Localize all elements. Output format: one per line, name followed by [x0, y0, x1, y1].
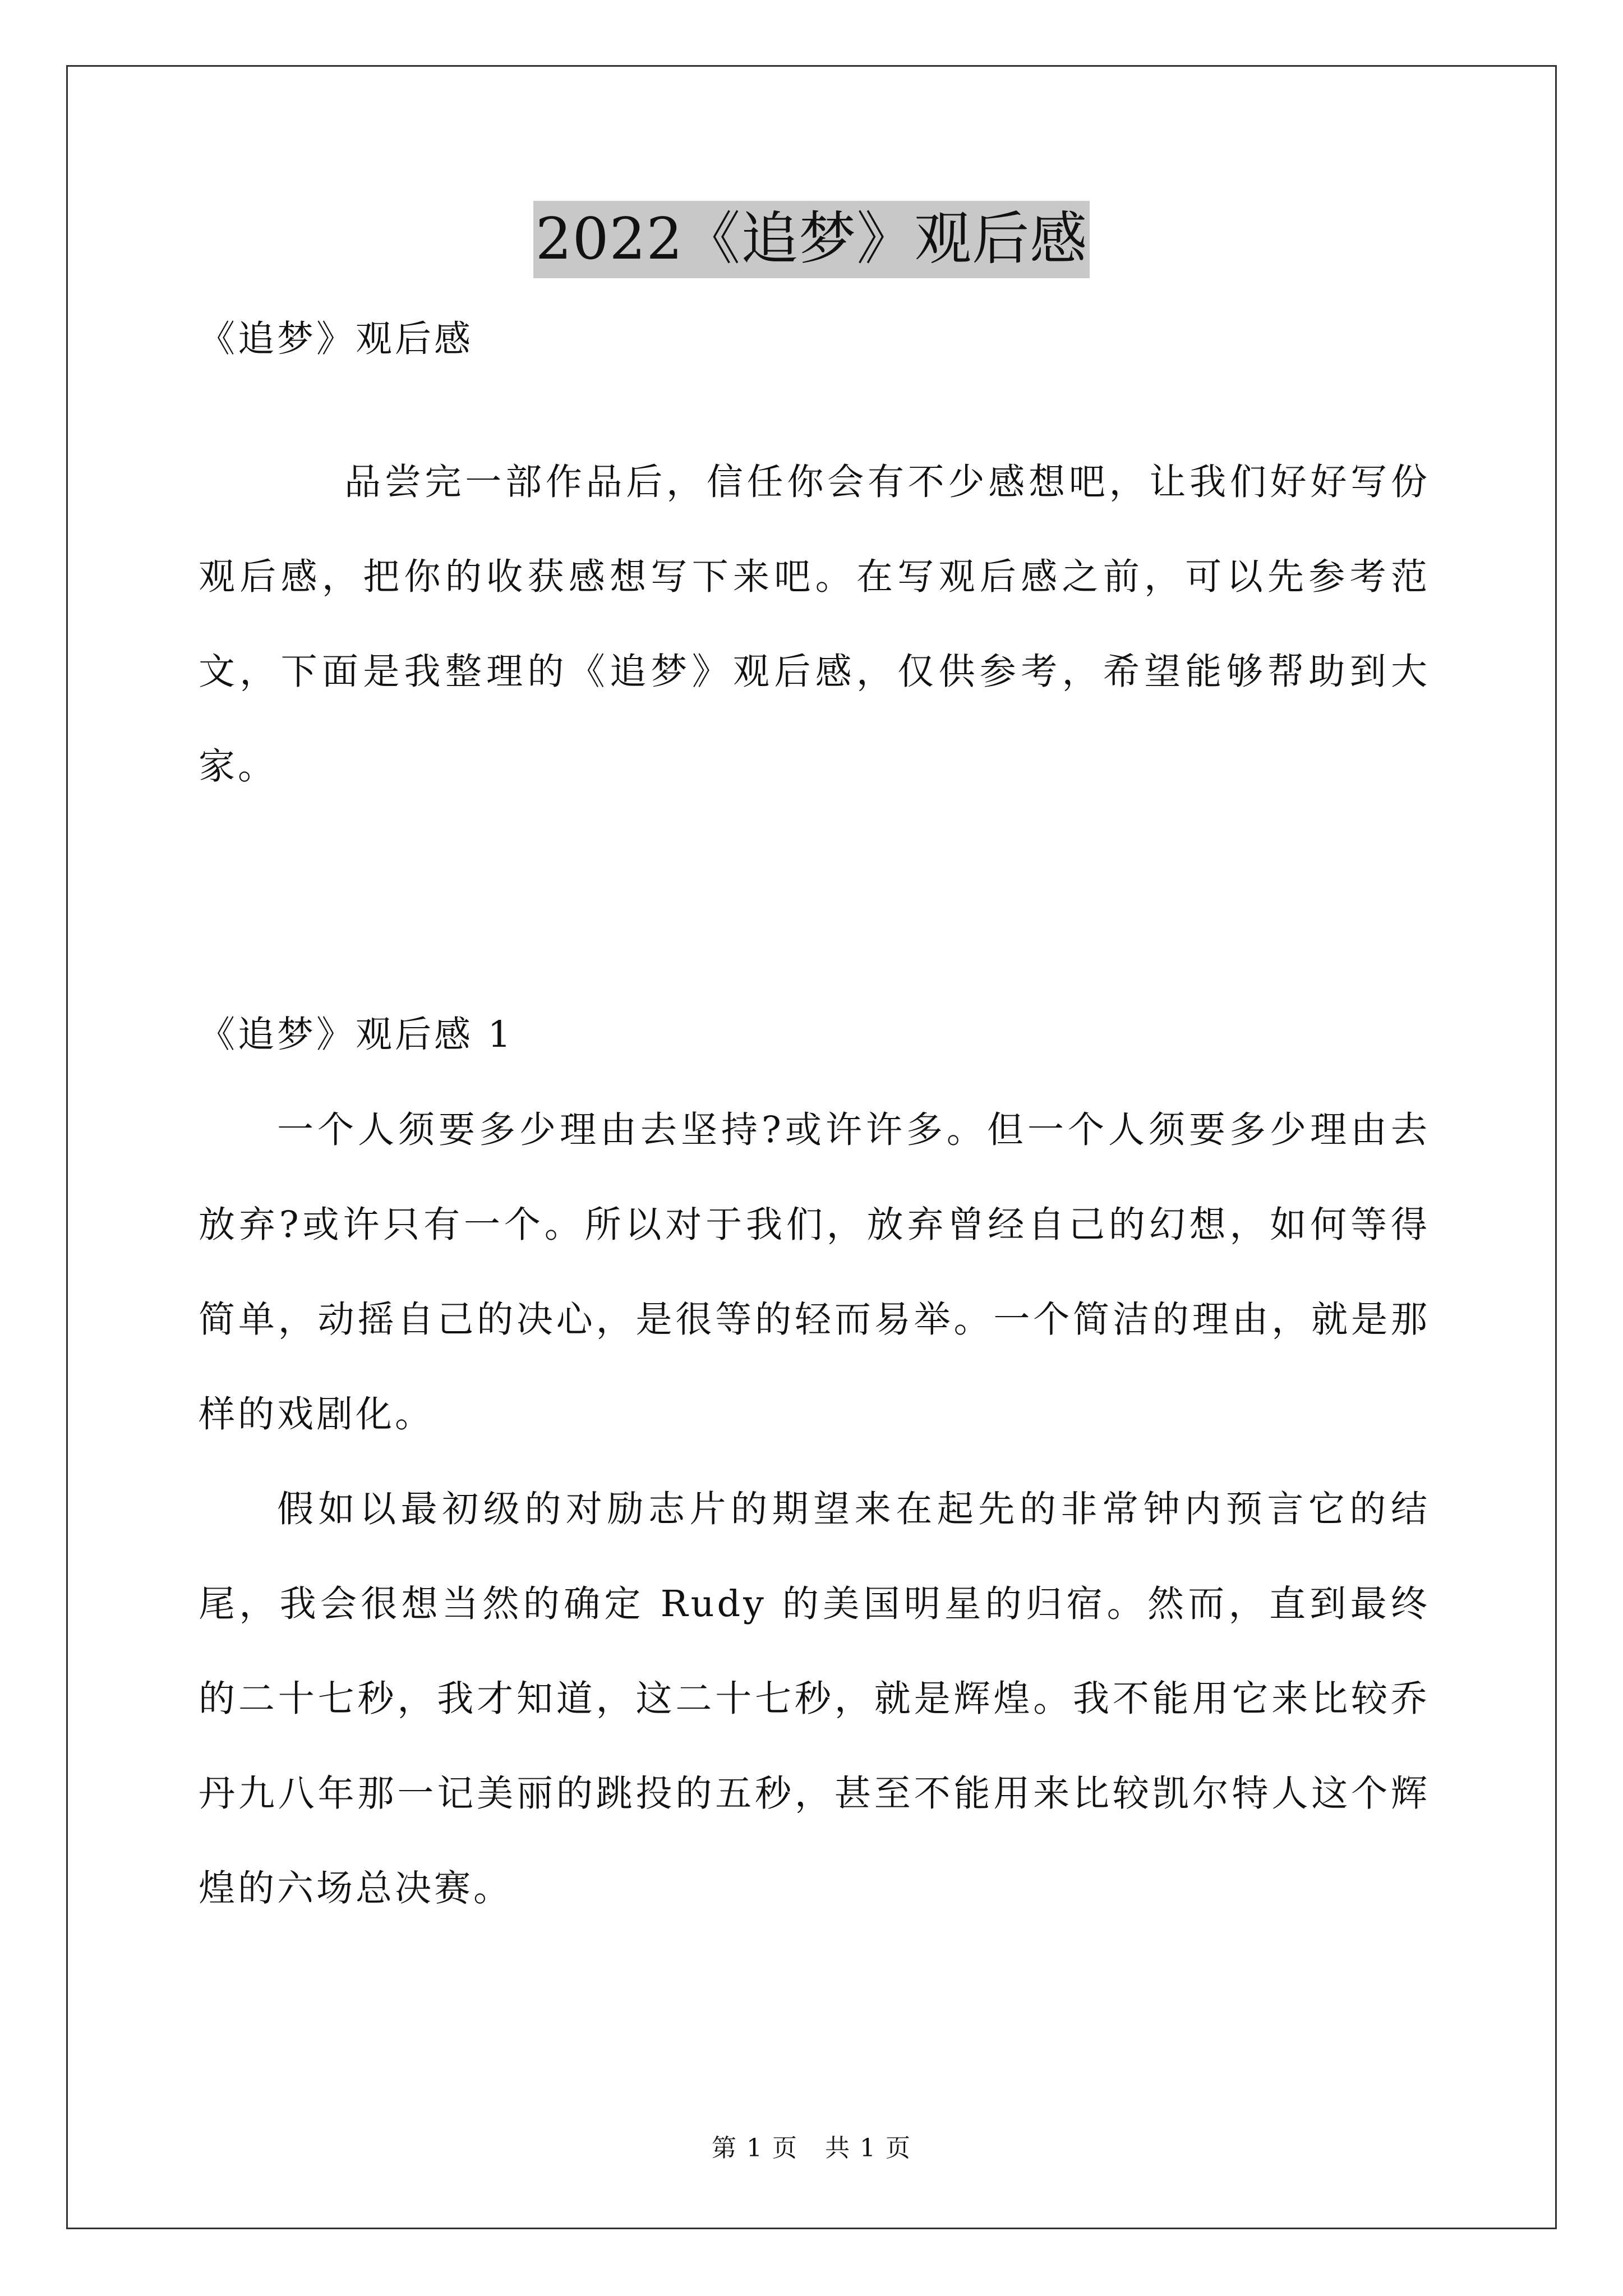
page-footer	[0, 2132, 1623, 2165]
document-title: 2022《追梦》观后感	[533, 201, 1090, 278]
title-container	[0, 201, 1623, 278]
intro-heading: 《追梦》观后感	[199, 318, 474, 360]
body-paragraph-2: 假如以最初级的对励志片的期望来在起先的非常钟内预言它的结尾，我会很想当然的确定 Rudy 的美国明星的归宿。然而，直到最终的二十七秒，我才知道，这二十七秒，就是辉煌。我不能用它来比较乔丹九八年那一记美丽的跳投的五秒，甚至不能用来比较凯尔特人这个辉煌的六场总决赛。	[199, 1488, 1430, 1910]
intro-paragraph: 品尝完一部作品后，信任你会有不少感想吧，让我们好好写份观后感，把你的收获感想写下来吧。在写观后感之前，可以先参考范文，下面是我整理的《追梦》观后感，仅供参考，希望能够帮助到大家。	[199, 461, 1430, 788]
section-heading: 《追梦》观后感 1	[199, 1014, 514, 1056]
body-paragraph-1: 一个人须要多少理由去坚持?或许许多。但一个人须要多少理由去放弃?或许只有一个。所以对于我们，放弃曾经自己的幻想，如何等得简单，动摇自己的决心，是很等的轻而易举。一个简洁的理由，就是那样的戏剧化。	[199, 1109, 1430, 1435]
page-number: 第 1 页 共 1 页	[712, 2134, 911, 2162]
